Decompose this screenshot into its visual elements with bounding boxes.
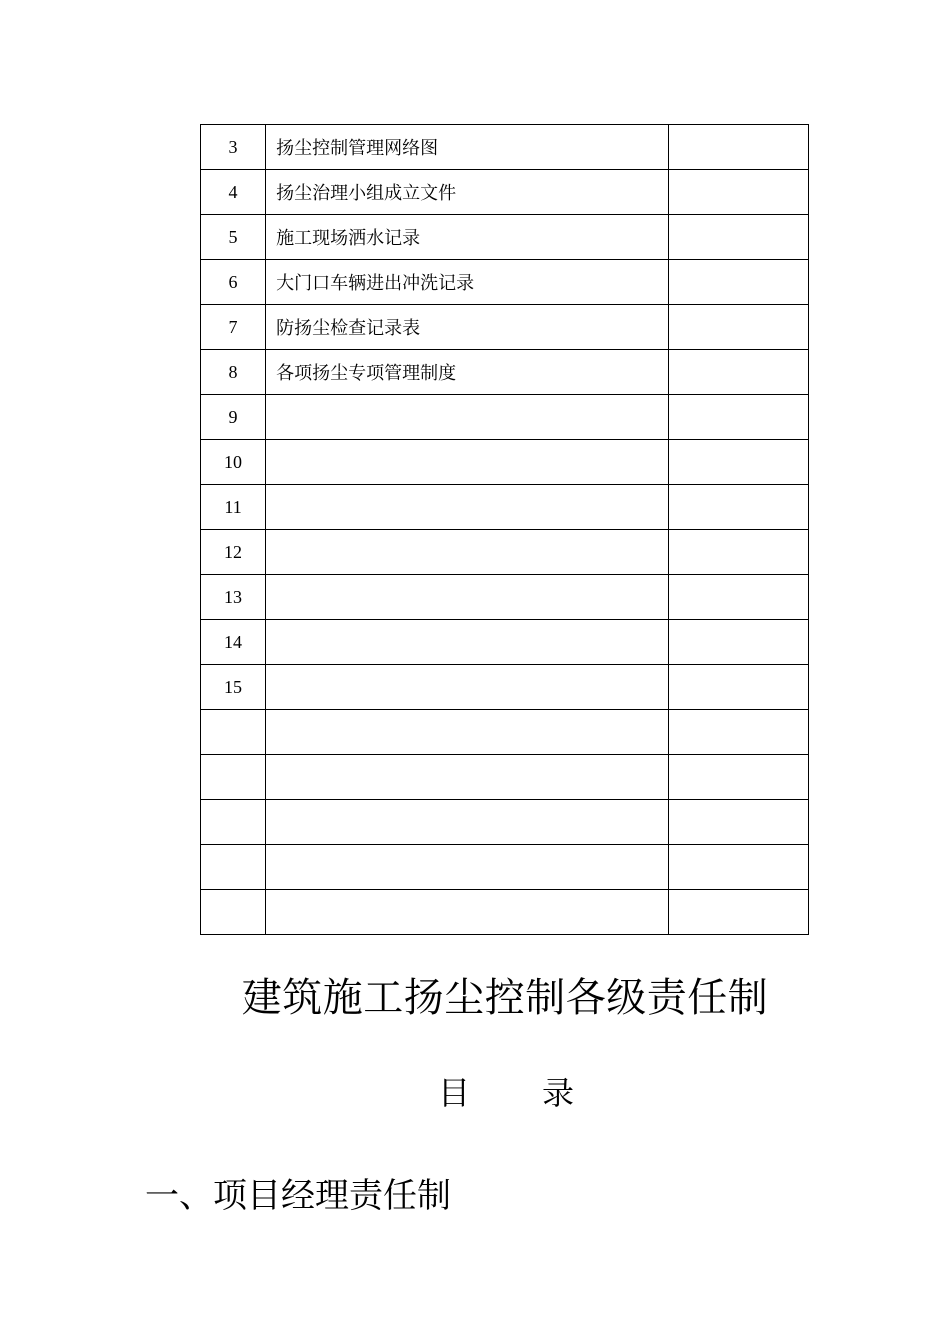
note-cell (668, 170, 808, 215)
item-name-cell: 扬尘控制管理网络图 (266, 125, 669, 170)
row-number-cell: 14 (201, 620, 266, 665)
note-cell (668, 530, 808, 575)
row-number-cell: 15 (201, 665, 266, 710)
item-name-cell (266, 755, 669, 800)
document-table (200, 124, 809, 935)
note-cell (668, 260, 808, 305)
row-number-cell: 13 (201, 575, 266, 620)
toc-heading-char-2: 录 (542, 1074, 575, 1112)
table-row (201, 350, 809, 395)
note-cell (668, 575, 808, 620)
row-number-cell: 7 (201, 305, 266, 350)
item-name-cell (266, 800, 669, 845)
table-row (201, 530, 809, 575)
table-row (201, 890, 809, 935)
table-row (201, 710, 809, 755)
item-name-cell (266, 485, 669, 530)
note-cell (668, 395, 808, 440)
table-row (201, 170, 809, 215)
item-name-cell: 防扬尘检查记录表 (266, 305, 669, 350)
row-number-cell (201, 890, 266, 935)
item-name-cell (266, 530, 669, 575)
row-number-cell: 5 (201, 215, 266, 260)
row-number-cell (201, 710, 266, 755)
table-row (201, 395, 809, 440)
note-cell (668, 440, 808, 485)
note-cell (668, 800, 808, 845)
row-number-cell: 8 (201, 350, 266, 395)
note-cell (668, 890, 808, 935)
item-name-cell (266, 845, 669, 890)
table-row (201, 260, 809, 305)
row-number-cell: 11 (201, 485, 266, 530)
note-cell (668, 845, 808, 890)
item-name-cell: 大门口车辆进出冲洗记录 (266, 260, 669, 305)
table-row (201, 800, 809, 845)
table-row (201, 845, 809, 890)
item-name-cell: 各项扬尘专项管理制度 (266, 350, 669, 395)
item-name-cell (266, 710, 669, 755)
row-number-cell: 12 (201, 530, 266, 575)
table-row (201, 755, 809, 800)
table-row (201, 620, 809, 665)
table-row (201, 305, 809, 350)
table-body (201, 125, 809, 935)
row-number-cell: 9 (201, 395, 266, 440)
note-cell (668, 215, 808, 260)
document-title: 建筑施工扬尘控制各级责任制 (241, 975, 769, 1021)
note-cell (668, 620, 808, 665)
row-number-cell: 6 (201, 260, 266, 305)
item-name-cell (266, 890, 669, 935)
item-name-cell (266, 665, 669, 710)
toc-heading-char-1: 目 (438, 1074, 471, 1112)
item-name-cell (266, 395, 669, 440)
row-number-cell: 4 (201, 170, 266, 215)
toc-heading (438, 1068, 574, 1114)
section-heading: 一、项目经理责任制 (145, 1176, 451, 1216)
item-name-cell (266, 575, 669, 620)
item-name-cell (266, 620, 669, 665)
row-number-cell: 3 (201, 125, 266, 170)
note-cell (668, 710, 808, 755)
table-row (201, 575, 809, 620)
note-cell (668, 755, 808, 800)
row-number-cell (201, 755, 266, 800)
item-name-cell: 施工现场洒水记录 (266, 215, 669, 260)
item-name-cell (266, 440, 669, 485)
row-number-cell (201, 845, 266, 890)
table-row (201, 665, 809, 710)
note-cell (668, 350, 808, 395)
table-row (201, 215, 809, 260)
table-row (201, 125, 809, 170)
note-cell (668, 305, 808, 350)
note-cell (668, 125, 808, 170)
row-number-cell: 10 (201, 440, 266, 485)
table-row (201, 440, 809, 485)
row-number-cell (201, 800, 266, 845)
note-cell (668, 665, 808, 710)
table-row (201, 485, 809, 530)
note-cell (668, 485, 808, 530)
item-name-cell: 扬尘治理小组成立文件 (266, 170, 669, 215)
